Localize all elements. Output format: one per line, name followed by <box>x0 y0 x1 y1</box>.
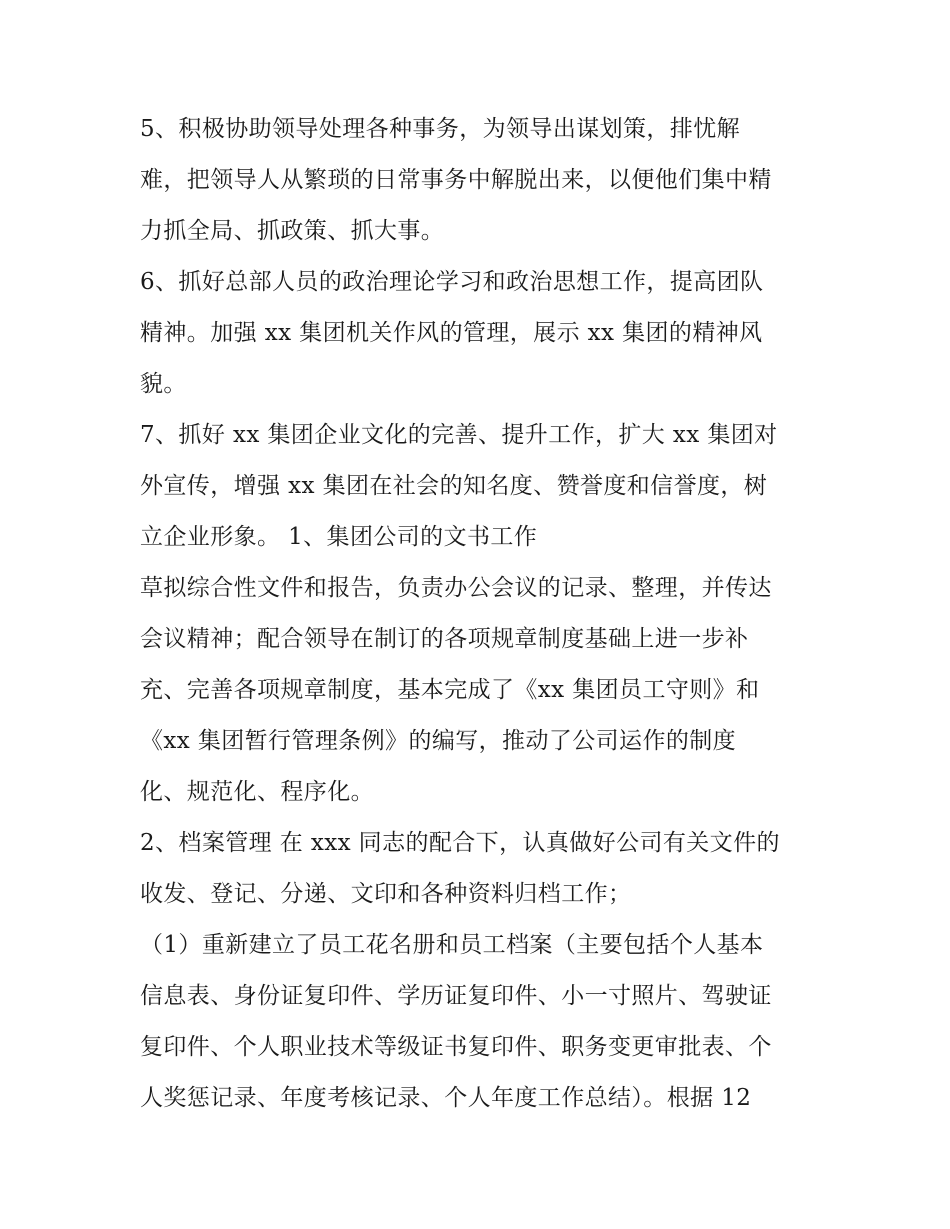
text-line: 7、抓好 xx 集团企业文化的完善、提升工作，扩大 xx 集团对 <box>140 422 778 448</box>
text-line: 《xx 集团暂行管理条例》的编写，推动了公司运作的制度 <box>140 728 737 754</box>
text-line: 立企业形象。 1、集团公司的文书工作 <box>140 524 538 550</box>
text-line: （1）重新建立了员工花名册和员工档案（主要包括个人基本 <box>140 932 764 958</box>
text-line: 会议精神；配合领导在制订的各项规章制度基础上进一步补 <box>140 626 749 652</box>
text-line: 化、规范化、程序化。 <box>140 779 374 805</box>
text-line: 复印件、个人职业技术等级证书复印件、职务变更审批表、个 <box>140 1034 772 1060</box>
text-line: 力抓全局、抓政策、抓大事。 <box>140 218 445 244</box>
text-line: 5、积极协助领导处理各种事务，为领导出谋划策，排忧解 <box>140 116 741 142</box>
text-line: 人奖惩记录、年度考核记录、个人年度工作总结）。根据 12 <box>140 1085 752 1111</box>
text-line: 草拟综合性文件和报告，负责办公会议的记录、整理，并传达 <box>140 575 772 601</box>
text-line: 外宣传，增强 xx 集团在社会的知名度、赞誉度和信誉度，树 <box>140 473 768 499</box>
text-line: 充、完善各项规章制度，基本完成了《xx 集团员工守则》和 <box>140 677 760 703</box>
text-line: 精神。加强 xx 集团机关作风的管理，展示 xx 集团的精神风 <box>140 320 763 346</box>
text-line: 收发、登记、分递、文印和各种资料归档工作； <box>140 881 632 907</box>
text-line: 2、档案管理 在 xxx 同志的配合下，认真做好公司有关文件的 <box>140 830 780 856</box>
document-body <box>140 104 840 1124</box>
text-line: 信息表、身份证复印件、学历证复印件、小一寸照片、驾驶证 <box>140 983 772 1009</box>
text-line: 貌。 <box>140 371 187 397</box>
text-line: 难，把领导人从繁琐的日常事务中解脱出来，以便他们集中精 <box>140 167 772 193</box>
text-line: 6、抓好总部人员的政治理论学习和政治思想工作，提高团队 <box>140 269 764 295</box>
